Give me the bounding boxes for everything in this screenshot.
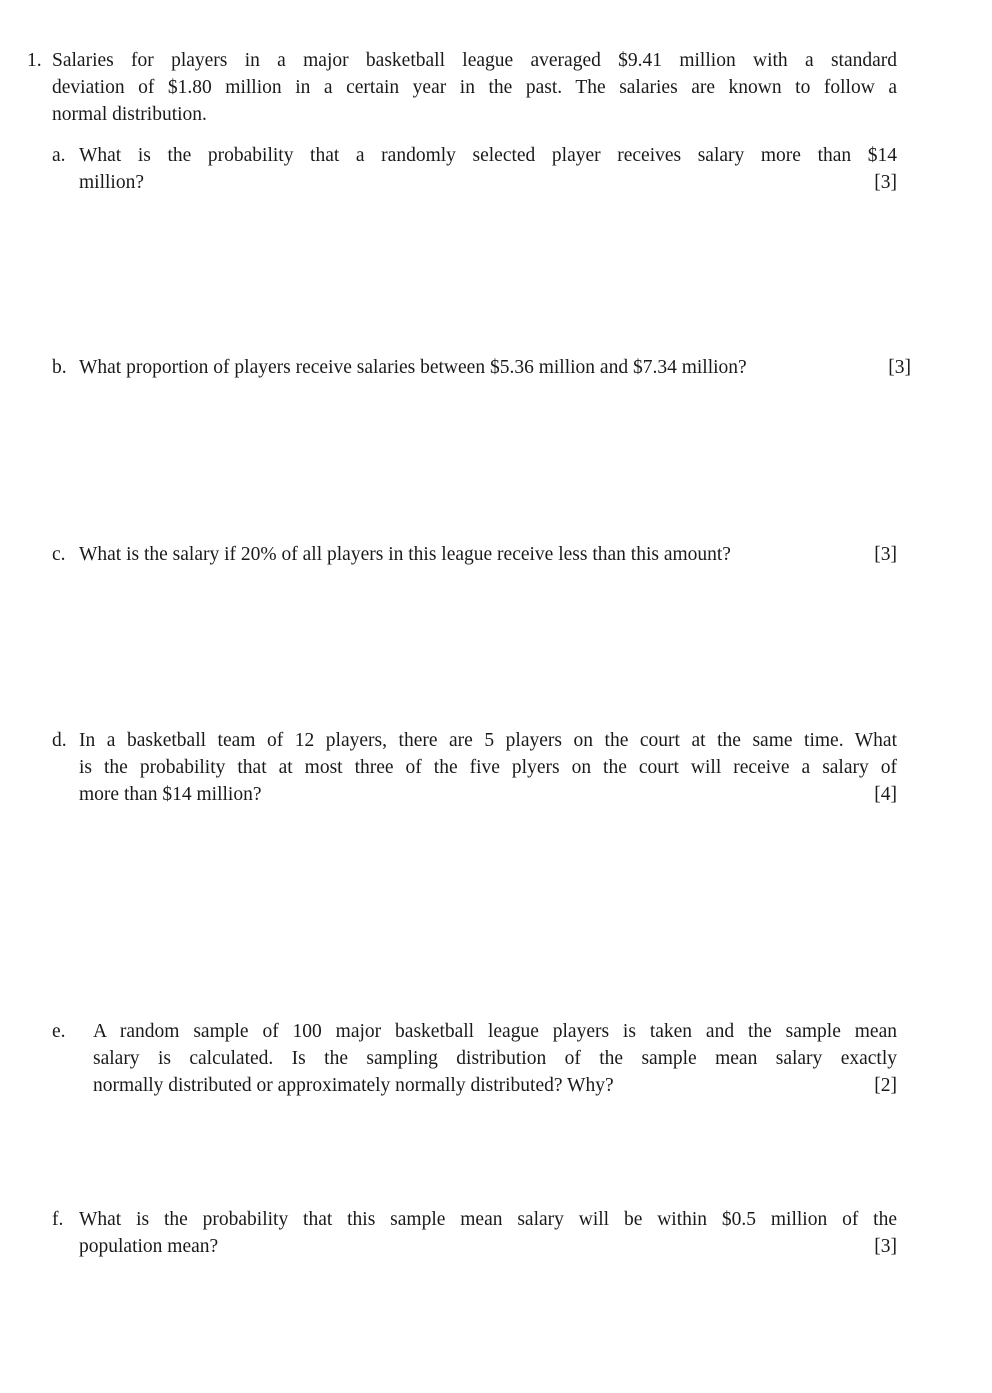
marks-badge: [2] [874,1075,897,1096]
part-text [79,354,911,381]
part-last-row [79,354,911,381]
question-number: 1. [27,50,42,71]
intro-line: deviation of $1.80 million in a certain year in the past. The salaries are known to follow a [52,77,897,98]
part-label: d. [52,730,67,751]
marks-badge: [3] [874,172,897,193]
part-line: What is the probability that this sample mean salary will be within $0.5 million of the [79,1209,897,1230]
part-line: salary is calculated. Is the sampling distribution of the sample mean salary exactly [93,1048,897,1069]
part-last-row [79,541,897,568]
part-label: e. [52,1021,66,1042]
part-text [93,1018,897,1099]
part-text [79,541,897,568]
part-line: population mean? [79,1236,219,1257]
part-line: What is the salary if 20% of all players in this league receive less than this amount? [79,544,731,565]
part-last-row [93,1072,897,1099]
part-label: f. [52,1209,64,1230]
intro-line: Salaries for players in a major basketball league averaged $9.41 million with a standard [52,50,897,71]
part-label: c. [52,544,66,565]
marks-badge: [4] [874,784,897,805]
intro-line: normal distribution. [52,104,207,125]
part-last-row [79,781,897,808]
part-line: A random sample of 100 major basketball league players is taken and the sample mean [93,1021,897,1042]
part-last-row [79,169,897,196]
part-label: a. [52,145,66,166]
part-line: million? [79,172,144,193]
question-intro [52,47,897,128]
part-text [79,727,897,808]
part-last-row [79,1233,897,1260]
part-text [79,142,897,196]
part-text [79,1206,897,1260]
part-line: normally distributed or approximately normally distributed? Why? [93,1075,614,1096]
part-line: What proportion of players receive salaries between $5.36 million and $7.34 million? [79,357,747,378]
part-line: In a basketball team of 12 players, there are 5 players on the court at the same time. What [79,730,897,751]
marks-badge: [3] [888,357,911,378]
part-label: b. [52,357,67,378]
marks-badge: [3] [874,544,897,565]
part-line: What is the probability that a randomly selected player receives salary more than $14 [79,145,897,166]
part-line: more than $14 million? [79,784,262,805]
marks-badge: [3] [874,1236,897,1257]
part-line: is the probability that at most three of the five plyers on the court will receive a salary of [79,757,897,778]
